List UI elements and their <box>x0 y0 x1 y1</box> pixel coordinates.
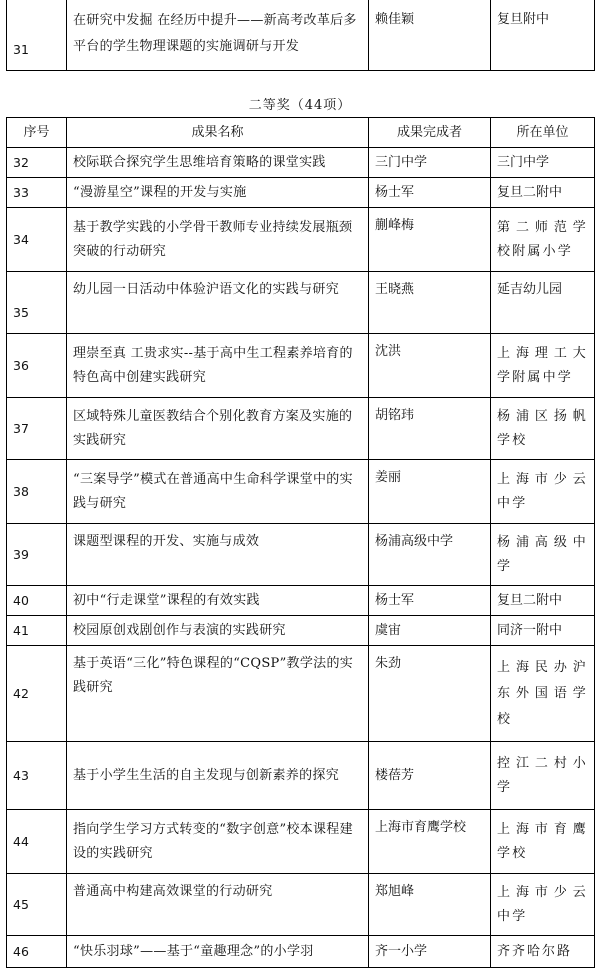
table-row <box>7 0 595 70</box>
table-row <box>7 936 595 968</box>
row-number: 46 <box>7 936 67 968</box>
row-unit: 上海市育鹰学校 <box>491 810 595 874</box>
table-row <box>7 334 595 398</box>
row-number: 39 <box>7 524 67 586</box>
row-unit: 复旦二附中 <box>491 178 595 208</box>
header-author: 成果完成者 <box>369 118 491 148</box>
row-title: 幼儿园一日活动中体验沪语文化的实践与研究 <box>67 272 369 334</box>
table-row <box>7 646 595 742</box>
row-number: 42 <box>7 646 67 742</box>
row-unit: 齐齐哈尔路 <box>491 936 595 968</box>
row-title: 校际联合探究学生思维培育策略的课堂实践 <box>67 148 369 178</box>
table-row <box>7 148 595 178</box>
row-title: 初中“行走课堂”课程的有效实践 <box>67 586 369 616</box>
table-row <box>7 874 595 936</box>
row-number: 35 <box>7 272 67 334</box>
row-author: 上海市育鹰学校 <box>369 810 491 874</box>
top-table <box>6 0 595 71</box>
table-row <box>7 742 595 810</box>
row-unit: 延吉幼儿园 <box>491 272 595 334</box>
row-unit: 三门中学 <box>491 148 595 178</box>
row-author: 赖佳颖 <box>369 0 491 70</box>
row-title: 普通高中构建高效课堂的行动研究 <box>67 874 369 936</box>
table-row <box>7 178 595 208</box>
row-author: 杨士军 <box>369 178 491 208</box>
row-title: 基于英语“三化”特色课程的“CQSP”教学法的实践研究 <box>67 646 369 742</box>
section-caption: 二等奖（44项） <box>248 98 352 113</box>
header-unit: 所在单位 <box>491 118 595 148</box>
row-number: 41 <box>7 616 67 646</box>
row-unit: 控江二村小学 <box>491 742 595 810</box>
row-title: 理崇至真 工贵求实--基于高中生工程素养培育的特色高中创建实践研究 <box>67 334 369 398</box>
row-author: 杨士军 <box>369 586 491 616</box>
row-author: 姜丽 <box>369 460 491 524</box>
row-author: 齐一小学 <box>369 936 491 968</box>
row-author: 虞宙 <box>369 616 491 646</box>
row-author: 郑旭峰 <box>369 874 491 936</box>
row-author: 胡铭玮 <box>369 398 491 460</box>
table-row <box>7 524 595 586</box>
header-title: 成果名称 <box>67 118 369 148</box>
row-unit: 上海市少云中学 <box>491 874 595 936</box>
row-number: 45 <box>7 874 67 936</box>
row-number: 38 <box>7 460 67 524</box>
row-author: 蒯峰梅 <box>369 208 491 272</box>
row-author: 沈洪 <box>369 334 491 398</box>
row-number: 40 <box>7 586 67 616</box>
row-title: “漫游星空”课程的开发与实施 <box>67 178 369 208</box>
row-title: “三案导学”模式在普通高中生命科学课堂中的实践与研究 <box>67 460 369 524</box>
row-title: 课题型课程的开发、实施与成效 <box>67 524 369 586</box>
header-number: 序号 <box>7 118 67 148</box>
table-row <box>7 810 595 874</box>
row-unit: 上海理工大学附属中学 <box>491 334 595 398</box>
row-title: 基于小学生生活的自主发现与创新素养的探究 <box>67 742 369 810</box>
row-title: 在研究中发掘 在经历中提升——新高考改革后多平台的学生物理课题的实施调研与开发 <box>67 0 369 70</box>
row-number: 36 <box>7 334 67 398</box>
table-row <box>7 208 595 272</box>
row-unit: 杨浦区扬帆学校 <box>491 398 595 460</box>
row-title: 基于教学实践的小学骨干教师专业持续发展瓶颈突破的行动研究 <box>67 208 369 272</box>
row-author: 朱劲 <box>369 646 491 742</box>
row-number: 34 <box>7 208 67 272</box>
row-number: 44 <box>7 810 67 874</box>
table-row <box>7 272 595 334</box>
table-row <box>7 586 595 616</box>
row-title: 校园原创戏剧创作与表演的实践研究 <box>67 616 369 646</box>
row-number: 31 <box>7 0 67 70</box>
row-unit: 上海民办沪东外国语学校 <box>491 646 595 742</box>
row-author: 王晓燕 <box>369 272 491 334</box>
row-title: 指向学生学习方式转变的“数字创意”校本课程建设的实践研究 <box>67 810 369 874</box>
row-number: 32 <box>7 148 67 178</box>
row-unit: 杨浦高级中学 <box>491 524 595 586</box>
row-unit: 上海市少云中学 <box>491 460 595 524</box>
row-unit: 同济一附中 <box>491 616 595 646</box>
row-number: 43 <box>7 742 67 810</box>
row-unit: 第二师范学校附属小学 <box>491 208 595 272</box>
table-row <box>7 460 595 524</box>
row-unit: 复旦二附中 <box>491 586 595 616</box>
row-number: 33 <box>7 178 67 208</box>
row-title: “快乐羽球”——基于“童趣理念”的小学羽 <box>67 936 369 968</box>
table-row <box>7 398 595 460</box>
awards-table <box>6 117 595 968</box>
row-unit: 复旦附中 <box>491 0 595 70</box>
row-title: 区域特殊儿童医教结合个别化教育方案及实施的实践研究 <box>67 398 369 460</box>
header-row <box>7 118 595 148</box>
row-author: 三门中学 <box>369 148 491 178</box>
row-number: 37 <box>7 398 67 460</box>
row-author: 杨浦高级中学 <box>369 524 491 586</box>
table-row <box>7 616 595 646</box>
row-author: 楼蓓芳 <box>369 742 491 810</box>
